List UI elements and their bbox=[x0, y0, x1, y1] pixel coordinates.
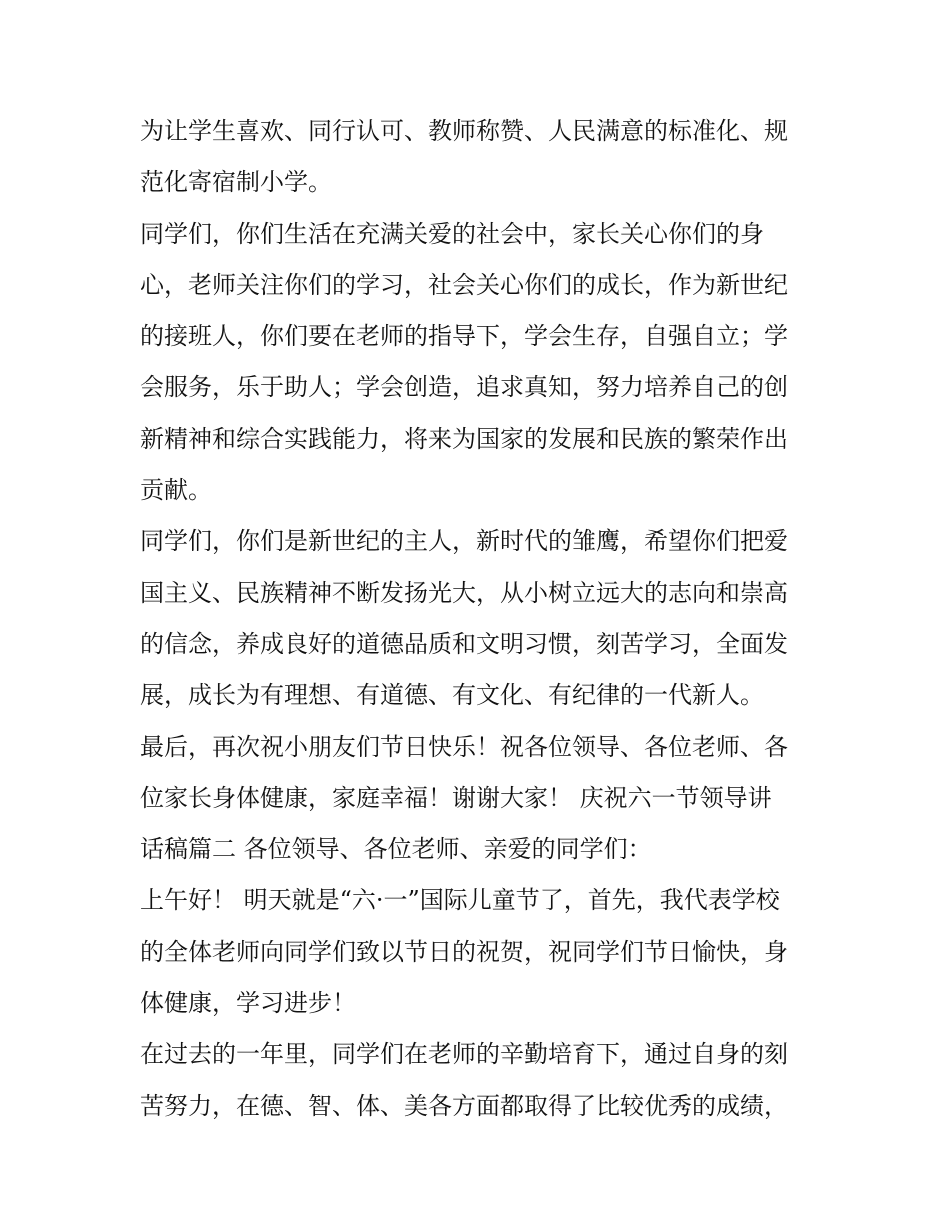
text-line: 会服务，乐于助人；学会创造，追求真知，努力培养自己的创 bbox=[140, 373, 788, 402]
text-line: 心，老师关注你们的学习，社会关心你们的成长，作为新世纪 bbox=[140, 270, 788, 299]
text-line: 体健康，学习进步！ bbox=[140, 989, 356, 1018]
text-line: 的信念，养成良好的道德品质和文明习惯，刻苦学习，全面发 bbox=[140, 629, 788, 658]
text-line: 在过去的一年里，同学们在老师的辛勤培育下，通过自身的刻 bbox=[140, 1040, 788, 1069]
text-line: 的接班人，你们要在老师的指导下，学会生存，自强自立；学 bbox=[140, 322, 788, 351]
text-line: 苦努力，在德、智、体、美各方面都取得了比较优秀的成绩， bbox=[140, 1091, 788, 1120]
text-line: 贡献。 bbox=[140, 476, 212, 505]
text-line: 同学们，你们生活在充满关爱的社会中，家长关心你们的身 bbox=[140, 219, 764, 248]
text-line: 范化寄宿制小学。 bbox=[140, 168, 332, 197]
text-line: 上午好！ 明天就是“六·一”国际儿童节了，首先，我代表学校 bbox=[140, 886, 780, 915]
text-line: 最后，再次祝小朋友们节日快乐！祝各位领导、各位老师、各 bbox=[140, 732, 788, 761]
text-line: 为让学生喜欢、同行认可、教师称赞、人民满意的标准化、规 bbox=[140, 117, 788, 145]
document-body bbox=[140, 106, 820, 1132]
text-line: 的全体老师向同学们致以节日的祝贺，祝同学们节日愉快，身 bbox=[140, 937, 788, 966]
text-line: 展，成长为有理想、有道德、有文化、有纪律的一代新人。 bbox=[140, 681, 764, 710]
text-line: 国主义、民族精神不断发扬光大，从小树立远大的志向和崇高 bbox=[140, 578, 788, 607]
text-line: 话稿篇二 各位领导、各位老师、亲爱的同学们： bbox=[140, 835, 652, 864]
text-line: 位家长身体健康，家庭幸福！谢谢大家！ 庆祝六一节领导讲 bbox=[140, 783, 772, 812]
text-line: 同学们，你们是新世纪的主人，新时代的雏鹰，希望你们把爱 bbox=[140, 527, 788, 556]
text-line: 新精神和综合实践能力，将来为国家的发展和民族的繁荣作出 bbox=[140, 424, 788, 453]
